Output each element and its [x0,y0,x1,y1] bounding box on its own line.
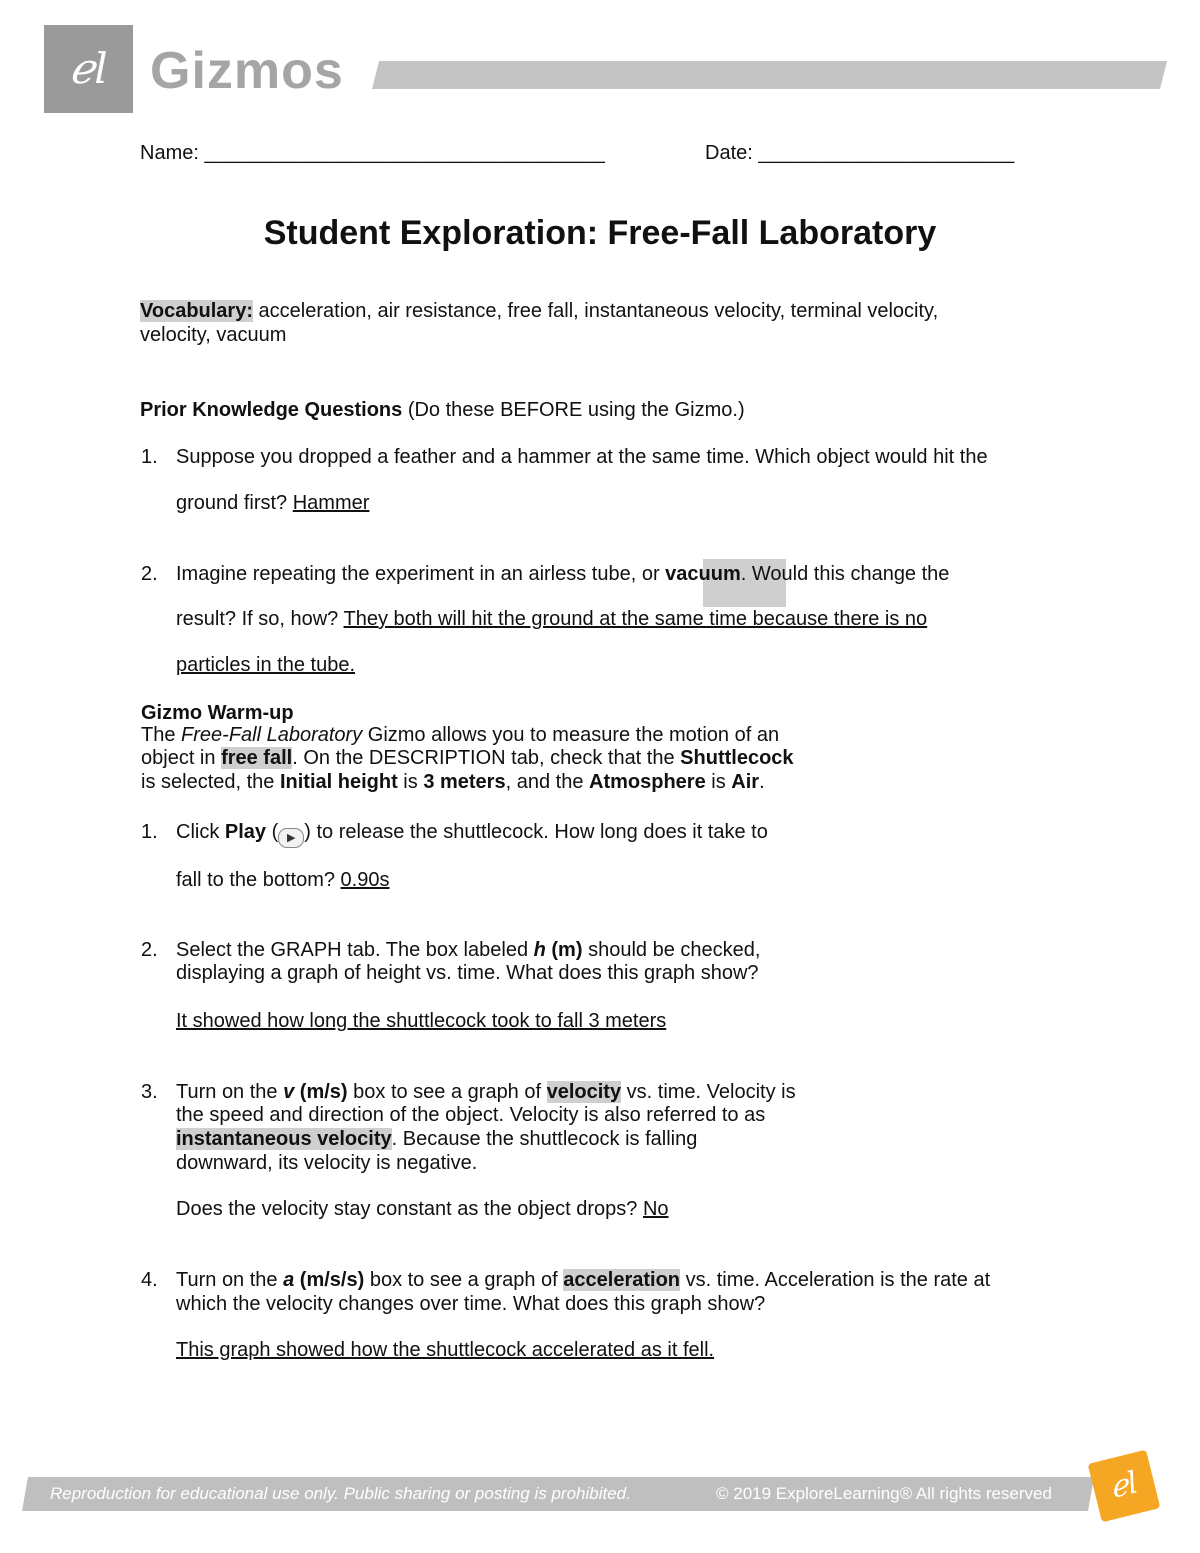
prior-q1-answer: Hammer [292,492,370,514]
warmup-q4-text [176,1268,990,1292]
name-field-line: Name: ____________________________________ [140,142,605,164]
prior-q2-prompt: result? If so, how? [176,608,344,630]
warmup-q3-answer: No [642,1198,669,1220]
warmup-l3-pre: is selected, the [141,771,280,793]
prior-heading-text: Prior Knowledge Questions [140,399,403,421]
warmup-l1-pre: The [141,724,182,746]
footer-copyright: © 2019 ExploreLearning® All rights reserved [716,1484,1052,1503]
warmup-q4-answer: This graph showed how the shuttlecock accelerated as it fell. [176,1339,715,1361]
warmup-q2-text [176,938,760,962]
warmup-q3-post: vs. time. Velocity is [621,1081,796,1103]
warmup-q1-line2 [176,868,389,892]
warmup-q3-number: 3. [141,1081,158,1103]
warmup-q1-answer: 0.90s [340,869,390,891]
warmup-line-1 [141,723,779,747]
warmup-q3-line3 [176,1127,697,1151]
v-unit: (m/s) [294,1081,348,1103]
vocabulary-line-2: velocity, vacuum [140,324,287,346]
warmup-l2-pre: object in [141,747,222,769]
prior-q1-number: 1. [141,446,158,468]
warmup-q3-line4: downward, its velocity is negative. [176,1152,478,1174]
instantaneous-velocity-term: instantaneous velocity [176,1128,392,1150]
warmup-q1-number: 1. [141,821,158,843]
date-field-line: Date: _______________________ [705,142,1015,164]
warmup-q3-question [176,1197,669,1221]
warmup-q1-text [176,820,768,848]
prior-q2-text [176,562,949,586]
shuttlecock-term: Shuttlecock [680,747,794,769]
warmup-q3-pre: Turn on the [176,1081,284,1103]
prior-q2-pre: Imagine repeating the experiment in an airless tube, or [176,563,666,585]
prior-q2-answer-2: particles in the tube. [176,654,355,676]
gizmo-name: Free-Fall Laboratory [181,724,363,746]
vocabulary-label: Vocabulary: [140,300,253,322]
free-fall-term: free fall [221,747,293,769]
warmup-q2-pre: Select the GRAPH tab. The box labeled [176,939,534,961]
acceleration-term: acceleration [563,1269,681,1291]
footer-reproduction-notice: Reproduction for educational use only. Public sharing or posting is prohibited. [50,1484,631,1503]
explorelearning-footer-logo-icon: ℯl [1088,1450,1161,1523]
page-title: Student Exploration: Free-Fall Laboratory [263,214,937,252]
warmup-l3-end: . [759,771,765,793]
warmup-q3-mid: box to see a graph of [347,1081,547,1103]
h-variable: h [533,939,546,961]
warmup-q2-post: should be checked, [582,939,761,961]
warmup-q1-pre: Click [176,821,225,843]
prior-q1-line2 [176,491,369,515]
warmup-q3-text [176,1080,796,1104]
air-value: Air [731,771,760,793]
velocity-term: velocity [546,1081,622,1103]
header-bar [372,61,1167,89]
a-variable: a [283,1269,295,1291]
warmup-q3-question-text: Does the velocity stay constant as the object drops? [176,1198,643,1220]
warmup-q1-open: ( [266,821,279,843]
warmup-q4-mid: box to see a graph of [364,1269,564,1291]
warmup-q1-prompt: fall to the bottom? [176,869,341,891]
warmup-l1-post: Gizmo allows you to measure the motion of an [362,724,780,746]
atmosphere-term: Atmosphere [589,771,706,793]
prior-q2-number: 2. [141,563,158,585]
initial-height-term: Initial height [279,771,398,793]
vocabulary-line-1 [140,299,938,323]
prior-knowledge-heading [140,398,745,422]
prior-q1-prompt: ground first? [176,492,293,514]
warmup-l3-mid2: , and the [505,771,589,793]
prior-q2-post: . Would this change the [740,563,950,585]
warmup-q3-line3-post: . Because the shuttlecock is falling [391,1128,698,1150]
warmup-heading [141,701,294,725]
play-term: Play [224,821,267,843]
gizmos-brand: Gizmos [150,42,344,100]
prior-q2-answer-1: They both will hit the ground at the same time because there is no [343,608,928,630]
warmup-q2-number: 2. [141,939,158,961]
explorelearning-logo-icon: ℯl [69,44,108,93]
warmup-line-2 [141,746,794,770]
warmup-q1-close: ) to release the shuttlecock. How long does it take to [304,821,768,843]
warmup-q4-number: 4. [141,1269,158,1291]
warmup-q4-pre: Turn on the [176,1269,284,1291]
prior-heading-note: (Do these BEFORE using the Gizmo.) [402,399,745,421]
warmup-q4-post: vs. time. Acceleration is the rate at [680,1269,991,1291]
play-icon: ▶ [278,828,304,848]
warmup-q4-line2: which the velocity changes over time. What does this graph show? [176,1293,766,1315]
warmup-l3-mid3: is [705,771,732,793]
warmup-heading-text: Gizmo Warm-up [141,702,294,724]
a-unit: (m/s/s) [294,1269,365,1291]
prior-q1-text: Suppose you dropped a feather and a hammer at the same time. Which object would hit the [176,446,988,468]
warmup-q2-answer: It showed how long the shuttlecock took to fall 3 meters [176,1010,667,1032]
vocabulary-terms: acceleration, air resistance, free fall, instantaneous velocity, terminal velocity, [253,300,939,322]
prior-q2-term: vacuum [665,563,741,585]
prior-q2-line2 [176,607,927,631]
warmup-q3-line2: the speed and direction of the object. Velocity is also referred to as [176,1104,766,1126]
warmup-q2-line2: displaying a graph of height vs. time. What does this graph show? [176,962,759,984]
height-value: 3 meters [423,771,506,793]
h-unit: (m) [545,939,583,961]
warmup-l2-mid: . On the DESCRIPTION tab, check that the [292,747,681,769]
warmup-l3-mid1: is [397,771,424,793]
v-variable: v [283,1081,295,1103]
warmup-line-3 [141,770,765,794]
